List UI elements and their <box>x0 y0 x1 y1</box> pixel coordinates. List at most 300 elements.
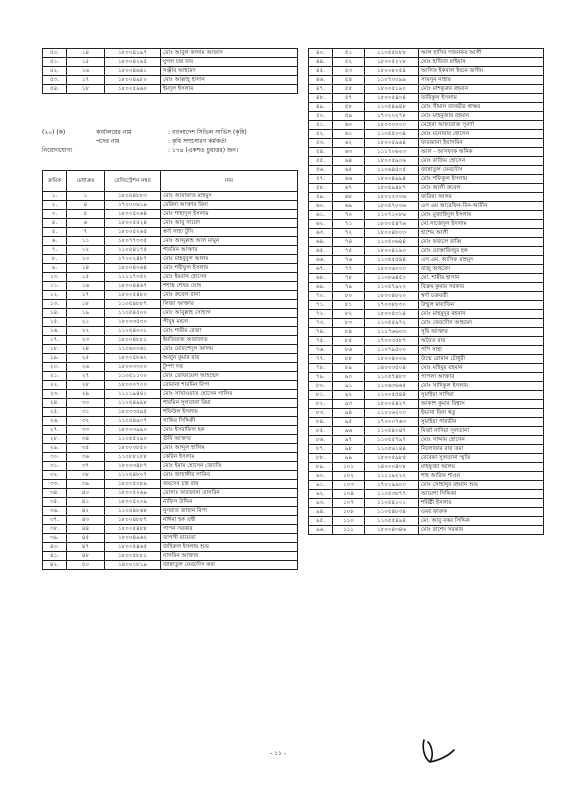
merit-cell: ৯৪ <box>333 409 365 418</box>
name-cell: আল হাসিব গজনফর আলী <box>419 49 544 58</box>
registration-cell: ১৮০০৪৩৪৬ <box>365 526 419 535</box>
table-row <box>309 67 544 76</box>
registration-cell: ১৮০০৫৪৮০ <box>105 291 161 300</box>
table-row <box>309 130 544 139</box>
registration-cell: ১১০৫৫০০৪ <box>365 130 419 139</box>
registration-cell: ১১০৫৪৮৬৮ <box>105 507 161 516</box>
serial-cell: ৪১. <box>43 552 67 561</box>
name-cell: মেরিনা আক্তার রিনা <box>161 201 298 210</box>
table-row <box>309 148 544 157</box>
serial-cell: ৬. <box>43 237 67 246</box>
registration-cell: ১৮০০৪৯৬২ <box>105 534 161 543</box>
table-row <box>309 220 544 229</box>
merit-cell: ৬৯ <box>333 202 365 211</box>
merit-cell: ৩০ <box>67 399 105 408</box>
name-cell: নাফিস উদ্দিন <box>161 498 298 507</box>
merit-cell: ১৪ <box>67 264 105 273</box>
table-row <box>309 166 544 175</box>
table-row <box>309 517 544 526</box>
name-cell: নাসরিন আক্তার <box>161 552 298 561</box>
table-row <box>43 525 298 534</box>
name-cell: হাশেম আলী <box>419 229 544 238</box>
table-row <box>43 345 298 354</box>
serial-cell: ৯. <box>43 264 67 273</box>
serial-cell: ৭৫. <box>309 337 333 346</box>
registration-cell: ১৮০০৪৪৬৭ <box>105 282 161 291</box>
registration-cell: ১১১১৯২২২ <box>365 472 419 481</box>
serial-cell: ৯২. <box>309 490 333 499</box>
registration-cell: ১১০৫১১০০ <box>105 372 161 381</box>
name-cell: পীযুষ মন্ডল <box>161 318 298 327</box>
registration-cell: ১১১৭৬৬০৩ <box>365 328 419 337</box>
registration-cell: ১১০৬৪৫০৫ <box>365 166 419 175</box>
table-row <box>309 418 544 427</box>
table-row <box>43 399 298 408</box>
name-cell: বিক্রম কুমার সরকার <box>419 283 544 292</box>
serial-cell: ৫৪. <box>43 85 67 94</box>
name-cell: নাঈমা হক তন্বী <box>161 516 298 525</box>
serial-cell: ৭. <box>43 246 67 255</box>
merit-cell: ১১০ <box>333 517 365 526</box>
name-cell: মোঃ সাদিকুল ইসলাম <box>419 382 544 391</box>
post-info-number: (২০) (ক) <box>42 129 66 136</box>
table-row <box>309 211 544 220</box>
table-row <box>309 184 544 193</box>
serial-cell: ৫৫. <box>309 157 333 166</box>
table-row <box>43 201 298 210</box>
serial-cell: ৯৬. <box>309 526 333 535</box>
table-row <box>309 85 544 94</box>
serial-cell: ৭৯. <box>309 373 333 382</box>
name-cell: মোঃ শামীম রেজা <box>161 327 298 336</box>
merit-cell: ৩৩ <box>67 426 105 435</box>
table-row <box>309 247 544 256</box>
merit-cell: ৭৫ <box>333 247 365 256</box>
merit-cell: ৫১ <box>333 49 365 58</box>
registration-cell: ১৭০০০৬১৯ <box>105 201 161 210</box>
merit-cell: ১০৮ <box>333 508 365 517</box>
table-row <box>43 408 298 417</box>
table-row <box>309 472 544 481</box>
name-cell: সঞ্জীব আহমেদ <box>161 67 298 76</box>
name-cell: উম্মে রোমান চৌধুরী <box>419 355 544 364</box>
merit-cell: ৮০ <box>333 292 365 301</box>
serial-cell: ২১. <box>43 372 67 381</box>
serial-cell: ৮৭. <box>309 445 333 454</box>
registration-cell: ১৭০০৩৫৮৭ <box>365 337 419 346</box>
table-row <box>309 202 544 211</box>
serial-cell: ৭৪. <box>309 328 333 337</box>
merit-cell: ৬১ <box>333 130 365 139</box>
table-row <box>43 228 298 237</box>
registration-cell: ১১০৫৫৭৯৭ <box>365 436 419 445</box>
serial-cell: ৩০. <box>43 453 67 462</box>
serial-cell: ১৮. <box>43 345 67 354</box>
table-row <box>309 310 544 319</box>
registration-cell: ১৮০০৪৯৯৪ <box>365 175 419 184</box>
name-cell: পপি সাহা <box>419 346 544 355</box>
merit-cell: ৭৬ <box>333 256 365 265</box>
name-cell: রেবেকা সুলতানা স্মৃতি <box>419 454 544 463</box>
merit-cell: ৪০ <box>67 489 105 498</box>
serial-cell: ২. <box>43 201 67 210</box>
name-cell: মোঃ মোস্তাফিজুর হক <box>419 247 544 256</box>
table-row <box>43 237 298 246</box>
name-cell: মোঃ আব্দুল হালিম <box>161 444 298 453</box>
table-row <box>43 480 298 489</box>
serial-cell: ৫৮. <box>309 184 333 193</box>
name-cell: শাহ আরিফ শাওন <box>419 472 544 481</box>
name-cell: উম্মুল মায়াফিন <box>419 301 544 310</box>
merit-cell: ৬ <box>67 219 105 228</box>
merit-cell: ১৭ <box>67 76 105 85</box>
registration-cell: ১৮০৩৩৫৩০ <box>105 318 161 327</box>
merit-cell: ৫৭ <box>333 94 365 103</box>
serial-cell: ৩৮. <box>43 525 67 534</box>
merit-cell: ১২ <box>67 246 105 255</box>
name-cell: সামসুন নাহার <box>419 76 544 85</box>
merit-cell: ৫০ <box>67 561 105 570</box>
merit-cell: ৮৫ <box>333 337 365 346</box>
registration-cell: ১৮০০৫৯০৬ <box>365 157 419 166</box>
registration-cell: ১৭০২০২৭৮ <box>365 112 419 121</box>
merit-cell: ১৭ <box>67 291 105 300</box>
table-row <box>309 499 544 508</box>
table-row <box>43 255 298 264</box>
serial-cell: ২৬. <box>43 417 67 426</box>
merit-cell: ৯১ <box>333 382 365 391</box>
name-cell: ইমতিয়াজ আরাফাত <box>161 336 298 345</box>
name-cell: মোঃ রুবেল রানা <box>161 291 298 300</box>
name-cell: মোঃ খীমান তানভীর স্বাক্ষর <box>419 103 544 112</box>
merit-cell: ৩৯ <box>67 480 105 489</box>
registration-cell: ১১১৭০৬২৩ <box>365 148 419 157</box>
count-value: : ১৭৪ (একশত চুয়াত্তর) জন। <box>168 147 239 154</box>
merit-cell: ৫৪ <box>333 76 365 85</box>
table-row <box>43 318 298 327</box>
table-row <box>309 526 544 535</box>
name-cell: মোঃ মাহমুদুর রহমান <box>419 310 544 319</box>
merit-cell: ৬৪ <box>333 157 365 166</box>
table-row <box>309 463 544 472</box>
table-row <box>43 390 298 399</box>
registration-cell: ১৮০০৫৯৬৪ <box>365 139 419 148</box>
merit-cell: ৫৫ <box>333 85 365 94</box>
registration-cell: ১৮০০৪১৯০ <box>365 247 419 256</box>
name-cell: মোঃ আবুল্লাহ সোহাগ <box>161 309 298 318</box>
registration-cell: ১৮০০৪২৯৫ <box>105 58 161 67</box>
table-row <box>309 346 544 355</box>
merit-cell: ৫ <box>67 210 105 219</box>
registration-cell: ১৮০০৫৯৮৫ <box>365 454 419 463</box>
table-row <box>43 471 298 480</box>
serial-cell: ৬৪. <box>309 238 333 247</box>
serial-cell: ৮৮. <box>309 454 333 463</box>
registration-cell: ১১১১৯৪৪১ <box>105 390 161 399</box>
name-cell: মোঃ সাখাওয়াত হোসেন গালিব <box>161 390 298 399</box>
merit-cell: ৪৮ <box>67 552 105 561</box>
header-registration: রেজিস্ট্রেশন নম্বর <box>105 171 161 192</box>
merit-cell: ৫২ <box>333 58 365 67</box>
name-cell: মোঃ মাহমুজার রহমান <box>419 112 544 121</box>
name-cell: ফারিয়া আলম <box>419 193 544 202</box>
table-row <box>43 354 298 363</box>
registration-cell: ১৮০০৪৯৮০ <box>105 76 161 85</box>
merit-cell: ৮৯ <box>333 364 365 373</box>
table-row <box>43 372 298 381</box>
registration-cell: ১১০৫৫৯৭২ <box>365 319 419 328</box>
serial-cell: ৮৯. <box>309 463 333 472</box>
registration-cell: ১১১১৭৩৫২ <box>105 273 161 282</box>
name-cell: এস.এম. আসিফ মাহমুদ <box>419 256 544 265</box>
registration-cell: ১৮০৩০০০০ <box>365 121 419 130</box>
serial-cell: ৮৬. <box>309 436 333 445</box>
name-cell: যুগল চন্দ্র রায় <box>161 58 298 67</box>
registration-cell: ১১০৫৪৮৮৭ <box>105 300 161 309</box>
table-row <box>309 283 544 292</box>
serial-cell: ৯১. <box>309 481 333 490</box>
registration-cell: ১৮০০৫২৬৯ <box>105 489 161 498</box>
merit-cell: ৭২ <box>333 229 365 238</box>
table-row <box>43 282 298 291</box>
serial-cell: ৪৪. <box>309 58 333 67</box>
name-cell: আকাশ কুমার বিশ্বাস <box>419 400 544 409</box>
registration-cell: ১১০৭০০৯৯ <box>365 76 419 85</box>
registration-cell: ১৮০৫৭০০৬ <box>365 202 419 211</box>
table-row <box>309 409 544 418</box>
serial-cell: ১০. <box>43 273 67 282</box>
registration-cell: ১১০৫৭৪৮৩ <box>365 373 419 382</box>
merit-cell: ৪২ <box>67 507 105 516</box>
table-row <box>43 273 298 282</box>
table-row <box>309 364 544 373</box>
registration-cell: ১১০৭১০৮৬ <box>365 211 419 220</box>
serial-cell: ২৩. <box>43 390 67 399</box>
registration-cell: ১৮০০৫৪৭৬ <box>365 220 419 229</box>
name-cell: মোঃ আবুল কালাম আজাদ <box>161 49 298 58</box>
serial-cell: ৩৪. <box>43 489 67 498</box>
count-label: নিয়োগযোগ্য <box>42 147 73 154</box>
merit-cell: ৪৭ <box>67 543 105 552</box>
registration-cell: ১৮০০৪৮০৩ <box>365 229 419 238</box>
table-row <box>43 246 298 255</box>
name-cell: নুসরাত জাহান রিপা <box>161 507 298 516</box>
table-row <box>309 301 544 310</box>
table-row <box>43 516 298 525</box>
registration-cell: ১৮০০৫৯৬০ <box>105 85 161 94</box>
name-cell: পাপন সরকার <box>161 525 298 534</box>
merit-cell: ৩২ <box>67 417 105 426</box>
table-row <box>309 454 544 463</box>
registration-cell: ১১০৫৪৯৪৮ <box>365 103 419 112</box>
registration-cell: ১৮০০৪০৬৪ <box>105 264 161 273</box>
name-cell: সুমাইয়া পারভীন <box>419 418 544 427</box>
main-left-table <box>42 170 298 570</box>
serial-cell: ৫৭. <box>309 175 333 184</box>
name-cell: জহিরুল ইসলাম শুভ <box>161 543 298 552</box>
merit-cell: ৯০ <box>333 373 365 382</box>
serial-cell: ৩৩. <box>43 480 67 489</box>
table-row <box>43 210 298 219</box>
registration-cell: ১৮০০৪৬৪১ <box>105 67 161 76</box>
table-row <box>43 489 298 498</box>
name-cell: শশাঙ্ক শেখর ঘোষ <box>161 282 298 291</box>
table-row <box>43 219 298 228</box>
post-value: : কৃষি সম্প্রসারণ কর্মকর্তা <box>168 138 227 145</box>
merit-cell: ৮৩ <box>333 319 365 328</box>
merit-cell: ৮৮ <box>333 355 365 364</box>
serial-cell: ১৯. <box>43 354 67 363</box>
table-row <box>43 264 298 273</box>
table-row <box>43 67 298 76</box>
table-row <box>43 561 298 570</box>
registration-cell: ১৮০০৮০৫৪ <box>365 67 419 76</box>
name-cell: মোঃ মুজাহিদুল ইসলাম <box>419 211 544 220</box>
table-row <box>309 58 544 67</box>
serial-cell: ৯০. <box>309 472 333 481</box>
serial-cell: ৩২. <box>43 471 67 480</box>
header-name: নাম <box>161 171 298 192</box>
table-row <box>309 355 544 364</box>
serial-cell: ১১. <box>43 282 67 291</box>
merit-cell: ২৮ <box>67 381 105 390</box>
signature-mark <box>418 736 458 766</box>
post-info-count-row <box>42 146 302 155</box>
table-row <box>309 256 544 265</box>
table-row <box>309 76 544 85</box>
registration-cell: ১৮০০৫৫২৪ <box>105 219 161 228</box>
merit-cell: ৫৩ <box>333 67 365 76</box>
serial-cell: ৬৯. <box>309 283 333 292</box>
merit-cell: ৭১ <box>333 220 365 229</box>
name-cell: অদ্বৈত রায় <box>419 337 544 346</box>
serial-cell: ৬৭. <box>309 265 333 274</box>
name-cell: ইমদুল ইসলাম <box>161 85 298 94</box>
serial-cell: ২৪. <box>43 399 67 408</box>
merit-cell: ৯৩ <box>333 400 365 409</box>
name-cell: সুমাইয়া সাদিয়া <box>419 391 544 400</box>
serial-cell: ১৭. <box>43 336 67 345</box>
name-cell: জান্নাতুল ফেরদৌস <box>419 166 544 175</box>
name-cell: আল - আসফাক অনিক <box>419 148 544 157</box>
merit-cell: ৭ <box>67 228 105 237</box>
merit-cell: ৪১ <box>67 498 105 507</box>
serial-cell: ৪৫. <box>309 67 333 76</box>
name-cell: শারমিন সুলতানা রিমা <box>161 399 298 408</box>
name-cell: মোঃ মহিবুর রহমান <box>419 364 544 373</box>
registration-cell: ১৮০০৫৪৮৮ <box>105 525 161 534</box>
name-cell: শফিউল ইসলাম <box>161 408 298 417</box>
right-body <box>309 49 544 535</box>
registration-cell: ১৮০০৪৮৮৭ <box>105 516 161 525</box>
top-left-body <box>43 49 298 94</box>
name-cell: শারমিন আক্তার <box>161 246 298 255</box>
registration-cell: ১৭০০০৭৬৩ <box>365 418 419 427</box>
serial-cell: ৩. <box>43 210 67 219</box>
table-row <box>309 328 544 337</box>
registration-cell: ১৪০০০৪০৮ <box>365 463 419 472</box>
serial-cell: ৩৫. <box>43 498 67 507</box>
table-row <box>43 300 298 309</box>
merit-cell: ৩৬ <box>67 453 105 462</box>
registration-cell: ১৮০০৪১৯৭ <box>105 49 161 58</box>
registration-cell: ১৮০০৪৮৮১ <box>105 336 161 345</box>
table-row <box>43 85 298 94</box>
name-cell: মোঃ হাফিজ রাইয়ান <box>419 58 544 67</box>
office-label: কার্যালয়ের নাম <box>96 129 132 136</box>
registration-cell: ১৮০০৫৪৬৫ <box>105 543 161 552</box>
table-row <box>43 327 298 336</box>
registration-cell: ১৮০০০৭০০ <box>105 381 161 390</box>
name-cell: মোঃ ইমরান হোসেন <box>161 273 298 282</box>
merit-cell: ২৫ <box>67 354 105 363</box>
registration-cell: ১৮০০৫২৬৫ <box>105 228 161 237</box>
name-cell: শর্মিষ্ঠী ইসলাম <box>419 499 544 508</box>
name-cell: টুম্পা দত্ত <box>161 363 298 372</box>
merit-cell: ৯৭ <box>333 436 365 445</box>
merit-cell: ১৩ <box>67 255 105 264</box>
name-cell: মোঃ আলী রুবেল <box>419 184 544 193</box>
merit-cell: ১৫ <box>67 273 105 282</box>
name-cell: মোঃ মাহবুবুল আলম <box>161 255 298 264</box>
merit-cell: ৩৭ <box>67 462 105 471</box>
table-row <box>43 552 298 561</box>
table-row <box>309 265 544 274</box>
serial-cell: ৫০. <box>43 49 67 58</box>
name-cell: মো.সাজেদুল ইসলাম <box>419 220 544 229</box>
registration-cell: ১৮০২২০০৬ <box>365 193 419 202</box>
merit-cell: ৮১ <box>333 301 365 310</box>
table-row <box>309 112 544 121</box>
serial-cell: ৪৯. <box>309 103 333 112</box>
name-cell: মোঃ ইসরাফিল হক <box>161 426 298 435</box>
registration-cell: ১১০৫৫৪৯৪ <box>365 517 419 526</box>
merit-cell: ১৫ <box>67 58 105 67</box>
header-serial: ক্রমিক <box>43 171 67 192</box>
serial-cell: ৫. <box>43 228 67 237</box>
table-row <box>43 534 298 543</box>
registration-cell: ১৮০৫৯৪৮৭ <box>365 184 419 193</box>
name-cell: ওমর ফারুক <box>419 508 544 517</box>
serial-cell: ৬৮. <box>309 274 333 283</box>
serial-cell: ১৬. <box>43 327 67 336</box>
registration-cell: ১১০৮৮১৮৮ <box>105 453 161 462</box>
serial-cell: ১. <box>43 192 67 201</box>
name-cell: মোসাঃ ফারজানা তাসরিন <box>161 489 298 498</box>
registration-cell: ১৪০০৩৫০৪ <box>365 364 419 373</box>
registration-cell: ১১০৫৪০০১ <box>105 327 161 336</box>
name-cell: রাজু আহমেদ <box>419 265 544 274</box>
merit-cell: ২২ <box>67 327 105 336</box>
merit-cell: ১৬ <box>67 282 105 291</box>
registration-cell: ১১০৫৪৫০০ <box>105 309 161 318</box>
table-row <box>43 444 298 453</box>
table-row <box>309 139 544 148</box>
serial-cell: ৮১. <box>309 391 333 400</box>
table-row <box>309 49 544 58</box>
merit-cell: ৫৯ <box>333 112 365 121</box>
name-cell: অর্জুন কুমার রায় <box>161 354 298 363</box>
registration-cell: ১৮০০৩৪৮৭ <box>105 462 161 471</box>
serial-cell: ২৭. <box>43 426 67 435</box>
merit-cell: ৯৬ <box>333 427 365 436</box>
registration-cell: ১৮০০৫২০৯ <box>105 498 161 507</box>
serial-cell: ২৮. <box>43 435 67 444</box>
name-cell: মোঃ ফেরদৌস আহমেদ <box>419 319 544 328</box>
table-row <box>309 319 544 328</box>
serial-cell: ৪৬. <box>309 76 333 85</box>
merit-cell: ১৮ <box>67 300 105 309</box>
